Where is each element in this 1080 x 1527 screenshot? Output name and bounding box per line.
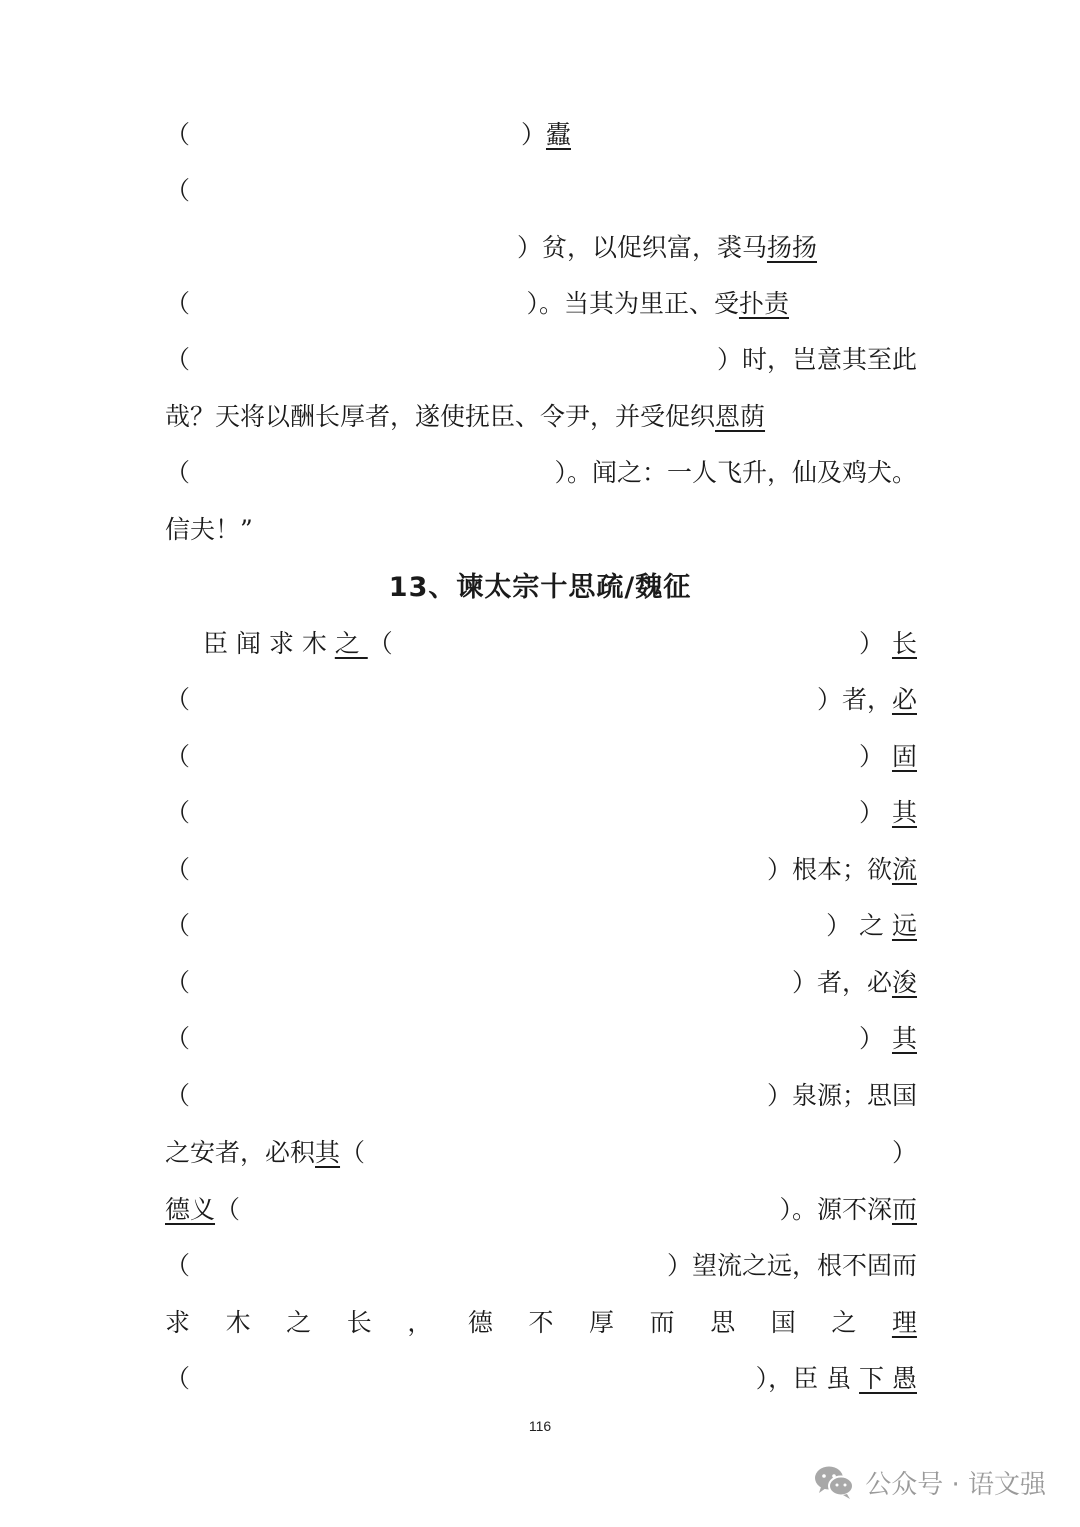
line-right: ）时，岂意其至此 [716, 345, 917, 374]
char: 德 [467, 1308, 493, 1337]
page-number: 116 [528, 1418, 552, 1434]
underlined-word: 下 愚 [859, 1364, 917, 1393]
underlined-word: 理 [891, 1308, 917, 1337]
line-left: （ [165, 742, 191, 771]
underlined-word: 远 [891, 911, 917, 940]
underlined-word: 之 [334, 629, 368, 658]
line-right: ） [891, 1138, 917, 1167]
char: 长 [346, 1308, 372, 1337]
line-left: 臣 闻 求 木 [203, 629, 335, 658]
char: 而 [649, 1308, 675, 1337]
wechat-icon [813, 1464, 855, 1500]
line-left: 信夫！” [165, 515, 253, 544]
underlined-word: 而 [891, 1195, 917, 1224]
char: 厚 [589, 1308, 615, 1337]
underlined-word: 其 [891, 1024, 917, 1053]
line-right: ） 之 [826, 911, 892, 940]
underlined-word: 扑责 [738, 289, 789, 318]
text-line [165, 115, 917, 155]
line-right: ）。闻之：一人飞升，仙及鸡犬。 [554, 458, 917, 487]
char: 木 [225, 1308, 251, 1337]
line-left: （ [165, 685, 191, 714]
text-line [165, 1246, 917, 1286]
line-left-paren: （ [367, 629, 393, 658]
text-line [165, 1133, 917, 1173]
text-line [165, 624, 917, 664]
watermark-text: 公众号 · 语文强 [865, 1469, 1046, 1500]
line-left-paren: （ [215, 1195, 241, 1224]
line-left: （ [165, 1364, 191, 1393]
underlined-word: 其 [315, 1138, 341, 1167]
char: 求 [165, 1308, 191, 1337]
line-right: ） [520, 120, 546, 149]
line-left: 哉？天将以酬长厚者，遂使抚臣、令尹，并受促织 [165, 402, 716, 431]
line-left: （ [165, 798, 191, 827]
underlined-word: 德义 [165, 1195, 216, 1224]
line-right: ）。源不深 [779, 1195, 892, 1224]
line-right: ）。当其为里正、受 [526, 289, 739, 318]
line-right: ）者，必 [791, 968, 892, 997]
line-left: （ [165, 289, 191, 318]
line-right: ） [859, 629, 892, 658]
line-left: （ [165, 1081, 191, 1110]
text-line [165, 793, 917, 833]
text-line [165, 228, 917, 268]
text-line [165, 737, 917, 777]
line-left: （ [165, 1251, 191, 1280]
text-line [165, 397, 917, 437]
underlined-word: 扬扬 [766, 233, 817, 262]
line-right: ） [859, 1024, 892, 1053]
underlined-word: 长 [891, 629, 917, 658]
text-line [165, 340, 917, 380]
underlined-word: 蠹 [545, 120, 571, 149]
underlined-word: 恩荫 [715, 402, 766, 431]
line-left: （ [165, 855, 191, 884]
line-right: ） [859, 798, 892, 827]
char: 之 [831, 1308, 857, 1337]
line-left: （ [165, 176, 191, 205]
line-left: （ [165, 1024, 191, 1053]
line-left-paren: （ [340, 1138, 366, 1167]
line-right: ） [859, 742, 892, 771]
line-right: ）贫，以促织富，裘马 [516, 233, 767, 262]
underlined-word: 必 [891, 685, 917, 714]
underlined-word: 浚 [891, 968, 917, 997]
section-heading: 13、谏太宗十思疏/魏征 [388, 572, 692, 603]
char: 之 [286, 1308, 312, 1337]
line-right: ），臣 虽 [755, 1364, 860, 1393]
text-line-spread [165, 1303, 917, 1343]
text-line [165, 171, 917, 211]
char: ， [407, 1308, 433, 1337]
line-right: ）者， [816, 685, 892, 714]
underlined-word: 流 [891, 855, 917, 884]
underlined-word: 其 [891, 798, 917, 827]
char: 不 [528, 1308, 554, 1337]
line-left: （ [165, 345, 191, 374]
line-left: （ [165, 911, 191, 940]
underlined-word: 固 [891, 742, 917, 771]
text-line [165, 1076, 917, 1116]
text-line [165, 1190, 917, 1230]
line-left: 之安者，必积 [165, 1138, 316, 1167]
char: 国 [770, 1308, 796, 1337]
line-right: ）根本；欲 [766, 855, 892, 884]
text-line [165, 1019, 917, 1059]
line-left: （ [165, 968, 191, 997]
text-line [165, 963, 917, 1003]
line-left: （ [165, 458, 191, 487]
line-left: （ [165, 120, 191, 149]
text-line [165, 1359, 917, 1399]
text-line [165, 510, 917, 550]
text-line [165, 680, 917, 720]
char: 思 [710, 1308, 736, 1337]
text-line [165, 284, 917, 324]
line-right: ）望流之远，根不固而 [666, 1251, 917, 1280]
text-line [165, 906, 917, 946]
text-line [165, 850, 917, 890]
text-line [165, 453, 917, 493]
watermark [813, 1462, 1046, 1502]
line-right: ）泉源；思国 [766, 1081, 917, 1110]
